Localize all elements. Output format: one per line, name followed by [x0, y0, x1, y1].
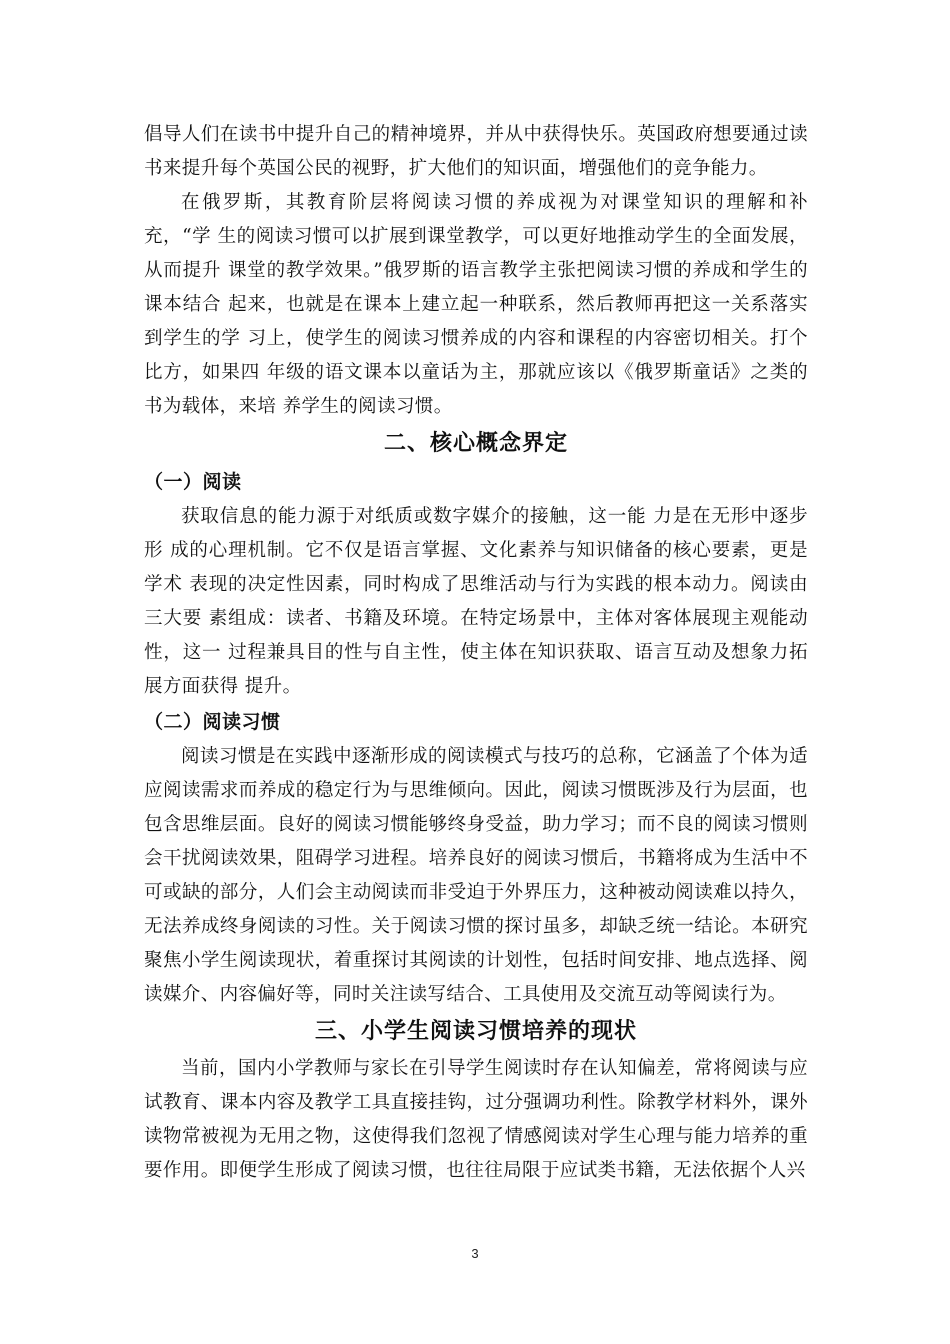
subheading-reading: （一）阅读: [144, 471, 242, 493]
paragraph-russia: 在俄罗斯，其教育阶层将阅读习惯的养成视为对课堂知识的理解和补充，“学 生的阅读习惯可以扩展到课堂教学，可以更好地推动学生的全面发展，从而提升 课堂的教学效果。”俄罗斯的语言教学主张把阅读习惯的养成和学生的课本结合 起来，也就是在课本上建立起一种联系，然后教师再把这一关系落实到学生的学 习上，使学生的阅读习惯养成的内容和课程的内容密切相关。打个比方，如果四 年级的语文课本以童话为主，那就应该以《俄罗斯童话》之类的书为载体，来培 养学生的阅读习惯。: [144, 192, 808, 417]
subheading-reading-habits: （二）阅读习惯: [144, 711, 281, 733]
section-heading-core-concepts: 二、核心概念界定: [383, 431, 568, 456]
paragraph-reading-habits-definition: 阅读习惯是在实践中逐渐形成的阅读模式与技巧的总称，它涵盖了个体为适应阅读需求而养成的稳定行为与思维倾向。因此，阅读习惯既涉及行为层面，也包含思维层面。良好的阅读习惯能够终身受益，助力学习；而不良的阅读习惯则会干扰阅读效果，阻碍学习进程。培养良好的阅读习惯后，书籍将成为生活中不可或缺的部分，人们会主动阅读而非受迫于外界压力，这种被动阅读难以持久，无法养成终身阅读的习性。关于阅读习惯的探讨虽多，却缺乏统一结论。本研究聚焦小学生阅读现状，着重探讨其阅读的计划性，包括时间安排、地点选择、阅读媒介、内容偏好等，同时关注读写结合、工具使用及交流互动等阅读行为。: [144, 746, 808, 1005]
paragraph-uk-continued: 倡导人们在读书中提升自己的精神境界，并从中获得快乐。英国政府想要通过读 书来提升每个英国公民的视野，扩大他们的知识面，增强他们的竞争能力。: [144, 124, 808, 179]
page-content: [144, 118, 808, 1188]
paragraph-reading-definition: 获取信息的能力源于对纸质或数字媒介的接触，这一能 力是在无形中逐步形 成的心理机制。它不仅是语言掌握、文化素养与知识储备的核心要素，更是学术 表现的决定性因素，同时构成了思维活动与行为实践的根本动力。阅读由三大要 素组成：读者、书籍及环境。在特定场景中，主体对客体展现主观能动性，这一 过程兼具目的性与自主性，使主体在知识获取、语言互动及想象力拓展方面获得 提升。: [144, 506, 808, 697]
paragraph-current-status: 当前，国内小学教师与家长在引导学生阅读时存在认知偏差，常将阅读与应试教育、课本内容及教学工具直接挂钩，过分强调功利性。除教学材料外，课外读物常被视为无用之物，这使得我们忽视了情感阅读对学生心理与能力培养的重要作用。即便学生形成了阅读习惯，也往往局限于应试类书籍，无法依据个人兴: [144, 1058, 808, 1181]
page-number: 3: [471, 1246, 479, 1261]
section-heading-current-status: 三、小学生阅读习惯培养的现状: [314, 1019, 637, 1044]
